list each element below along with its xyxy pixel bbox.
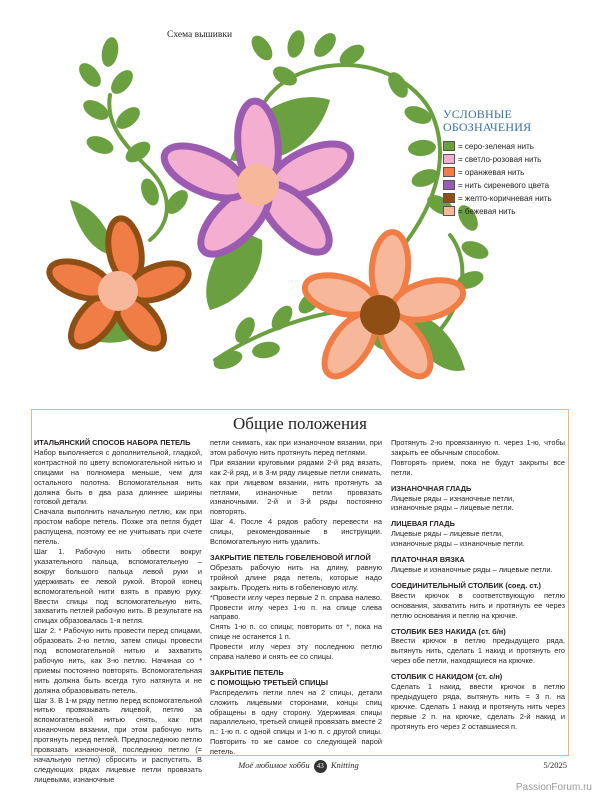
- paragraph: Снять 1-ю п. со спицы; повторить от *, пока на спице не останется 1 п.: [210, 622, 382, 642]
- paragraph: *Провести иглу через первые 2 п. справа налево. Провести иглу через 1-ю п. на спице слева направо.: [210, 592, 382, 622]
- legend-item: [443, 205, 593, 217]
- legend-item: [443, 140, 593, 152]
- paragraph: изнаночные ряды – изнаночные петли.: [391, 539, 525, 549]
- color-swatch: [443, 180, 455, 190]
- text-column-2: [210, 438, 382, 757]
- legend-item: [443, 166, 593, 178]
- paragraph: Обрезать рабочую нить на длину, равную тройной длине ряда петель, которые надо закрыть. Продеть нить в гобеленовую иглу.: [210, 562, 382, 592]
- color-swatch: [443, 167, 455, 177]
- section-heading: ЛИЦЕВАЯ ГЛАДЬ: [391, 519, 455, 529]
- scheme-title: Схема вышивки: [167, 30, 233, 40]
- section-heading: ЗАКРЫТИЕ ПЕТЕЛЬ: [210, 667, 284, 677]
- issue-date: 5/2025: [543, 760, 567, 770]
- paragraph: Набор выполняется с дополнительной, гладкой, контрастной по цвету вспомогательной нитью и спицами на полномера меньше, чем для остального полотна. Вспомогательная нить должна быть в два раза длиннее ширины готовой детали.: [34, 447, 202, 507]
- legend-label: = светло-розовая нить: [458, 154, 542, 164]
- paragraph: Распределить петли плеч на 2 спицы, детали сложить лицевыми сторонами, концы спиц обращены в одну сторону. Удерживая спицы параллельно, третьей спицей провязать вместе 2 п.: 1-ю п. с одной спицы и 1-ю п. с другой спицы. Повторить то же самое со следующей парой петель.: [210, 687, 382, 757]
- paragraph: Провести иглу через эту последнюю петлю справа налево и снять ее со спицы.: [210, 642, 382, 662]
- page-number: 43: [314, 760, 327, 773]
- section-heading: ПЛАТОЧНАЯ ВЯЗКА: [391, 555, 465, 565]
- paragraph: Шаг 1. Рабочую нить обвести вокруг указательного пальца, вспомогательную – вокруг большого пальца левой руки и удерживать ее левой рукой. Второй конец вспомогательной нити взять в правую руку. Ввести спицы под вспомогательную нить, захватить петлей рабочую нить. В результате на спицах образовалась 1-я петля.: [34, 546, 202, 626]
- legend-label: = желто-коричневая нить: [458, 193, 552, 203]
- paragraph: При вязании круговыми рядами 2-й ряд вязать, как 2-й ряд, и в 3-м ряду лицевые петли снимать, как при лицевом вязании, нить протянуть за петлями, изнаночные петли провязать изнаночными. 2-й и 3-й ряды постоянно повторять.: [210, 457, 382, 517]
- legend-item: [443, 153, 593, 165]
- color-swatch: [443, 193, 455, 203]
- paragraph: Сначала выполнить начальную петлю, как при простом наборе петель. Позже эта петля будет распущена, поэтому ее не учитывать при счете петель.: [34, 507, 202, 547]
- paragraph: Повторять прием, пока не будут закрыты все петли.: [391, 457, 565, 477]
- section-heading: ИТАЛЬЯНСКИЙ СПОСОБ НАБОРА ПЕТЕЛЬ: [34, 438, 191, 447]
- legend-list: [443, 140, 593, 217]
- text-column-1: [34, 438, 202, 785]
- paragraph: Ввести крючок в петлю предыдущего ряда, вытянуть нить, сделать 1 накид и протянуть его через обе петли, находящиеся на крючке.: [391, 636, 565, 666]
- legend-label: = серо-зеленая нить: [458, 141, 534, 151]
- paragraph: Лицевые и изнаночные ряды – лицевые петли.: [391, 564, 553, 574]
- legend-label: = нить сиреневого цвета: [458, 180, 550, 190]
- legend-item: [443, 179, 593, 191]
- paragraph: Сделать 1 накид, ввести крючок в петлю предыдущего ряда, вытянуть нить = 3 п. на крючке. Сделать 1 накид и протянуть нить через первые 2 п. на крючке, сделать 2-й накид и протянуть его через 2 оставшиеся п.: [391, 682, 565, 731]
- paragraph: Шаг 3. В 1-м ряду петлю перед вспомогательной нитью провязывать лицевой, петлю за вспомогательной нитью снять, как при изнаночном вязании, при этом рабочую нить протянуть перед петлей. Предпоследнюю петлю провязать изнаночной, последнюю петлю (= начальную петлю) сбросить и распустить. В следующих рядах лицевые петли провязать лицевыми, изнаночные: [34, 695, 202, 784]
- section-heading: СОЕДИНИТЕЛЬНЫЙ СТОЛБИК (соед. ст.): [391, 580, 541, 590]
- watermark: PassionForum.ru: [515, 782, 592, 793]
- legend: [443, 108, 593, 218]
- section-heading: С ПОМОЩЬЮ ТРЕТЬЕЙ СПИЦЫ: [210, 677, 328, 687]
- paragraph: Ввести крючок в соответствующую петлю основания, захватить нить и протянуть ее через петлю основания и петлю на крючке.: [391, 590, 565, 620]
- paragraph: изнаночные ряды – лицевые петли.: [391, 503, 514, 513]
- panel-title: Общие положения: [233, 414, 367, 433]
- text-column-3: [391, 438, 565, 732]
- paragraph: Лицевые ряды – изнаночные петли,: [391, 493, 515, 503]
- paragraph: Шаг 4. После 4 рядов работу перевести на спицы, рекомендованные в инструкции. Вспомогательную нить удалить.: [210, 517, 382, 547]
- paragraph: Шаг 2. * Рабочую нить провести перед спицами, образовать 2-ю петлю, затем спицы провести под вспомогательной нитью и захватить рабочую нить, как 3-ю петлю. Начиная со * приемы постоянно повторять. Вспомогательная нить должна быть всегда туго натянута и не должна образовывать петель.: [34, 626, 202, 695]
- magazine-name: Моё любимое хобби 43 Knitting: [0, 760, 597, 773]
- section-heading: ЗАКРЫТИЕ ПЕТЕЛЬ ГОБЕЛЕНОВОЙ ИГЛОЙ: [210, 552, 371, 562]
- legend-label: = оранжевая нить: [458, 167, 525, 177]
- paragraph: Протянуть 2-ю провязанную п. через 1-ю, чтобы закрыть ее обычным способом.: [391, 438, 565, 457]
- color-swatch: [443, 154, 455, 164]
- page-footer: [0, 760, 597, 772]
- section-heading: СТОЛБИК БЕЗ НАКИДА (ст. б/н): [391, 626, 506, 636]
- section-heading: ИЗНАНОЧНАЯ ГЛАДЬ: [391, 483, 472, 493]
- legend-item: [443, 192, 593, 204]
- color-swatch: [443, 206, 455, 216]
- section-heading: СТОЛБИК С НАКИДОМ (ст. с/н): [391, 672, 503, 682]
- paragraph: петли снимать, как при изнаночном вязании, при этом рабочую нить протянуть перед петлями.: [210, 438, 382, 457]
- paragraph: Лицевые ряды – лицевые петли,: [391, 529, 504, 539]
- legend-label: = бежевая нить: [458, 206, 516, 216]
- color-swatch: [443, 141, 455, 151]
- legend-title: УСЛОВНЫЕ ОБОЗНАЧЕНИЯ: [443, 107, 532, 134]
